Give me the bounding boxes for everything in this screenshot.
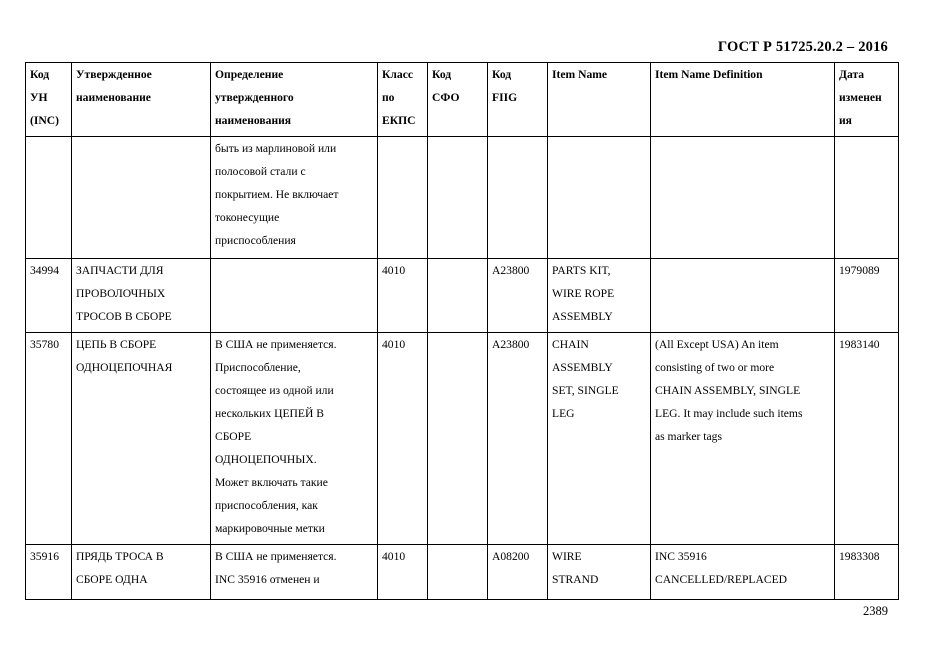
cell-inc: 35916 xyxy=(26,545,72,600)
cell-definition: В США не применяется. INC 35916 отменен и xyxy=(211,545,378,600)
cell-approved-name: ПРЯДЬ ТРОСА В СБОРЕ ОДНА xyxy=(72,545,211,600)
table-row xyxy=(26,545,899,600)
cell-item-definition: INC 35916 CANCELLED/REPLACED xyxy=(651,545,835,600)
table-row xyxy=(26,137,899,259)
col-header-item-definition: Item Name Definition xyxy=(651,63,835,137)
col-header-class: Класс по ЕКПС xyxy=(378,63,428,137)
col-header-sfo-code: Код СФО xyxy=(428,63,488,137)
col-header-definition: Определение утвержденного наименования xyxy=(211,63,378,137)
table-row xyxy=(26,259,899,333)
cell-item-definition xyxy=(651,137,835,259)
cell-approved-name: ЗАПЧАСТИ ДЛЯ ПРОВОЛОЧНЫХ ТРОСОВ В СБОРЕ xyxy=(72,259,211,333)
cell-item-name: PARTS KIT, WIRE ROPE ASSEMBLY xyxy=(548,259,651,333)
table-header-row xyxy=(26,63,899,137)
cell-change-date xyxy=(835,137,899,259)
col-header-fiig-code: Код FIIG xyxy=(488,63,548,137)
cell-item-name: WIRE STRAND xyxy=(548,545,651,600)
cell-sfo-code xyxy=(428,259,488,333)
cell-definition: быть из марлиновой или полосовой стали с покрытием. Не включает токонесущие приспособления xyxy=(211,137,378,259)
classification-table xyxy=(25,62,899,600)
cell-class: 4010 xyxy=(378,259,428,333)
cell-sfo-code xyxy=(428,333,488,545)
col-header-change-date: Дата изменен ия xyxy=(835,63,899,137)
col-header-approved-name: Утвержденное наименование xyxy=(72,63,211,137)
cell-inc xyxy=(26,137,72,259)
page-number: 2389 xyxy=(863,604,888,618)
cell-item-name: CHAIN ASSEMBLY SET, SINGLE LEG xyxy=(548,333,651,545)
cell-approved-name xyxy=(72,137,211,259)
col-header-inc: Код УН (INC) xyxy=(26,63,72,137)
cell-class: 4010 xyxy=(378,333,428,545)
table-row xyxy=(26,333,899,545)
cell-definition: В США не применяется. Приспособление, состоящее из одной или нескольких ЦЕПЕЙ В СБОРЕ ОДНОЦЕПОЧНЫХ. Может включать такие приспособления, как маркировочные метки xyxy=(211,333,378,545)
cell-change-date: 1983140 xyxy=(835,333,899,545)
cell-class: 4010 xyxy=(378,545,428,600)
cell-approved-name: ЦЕПЬ В СБОРЕ ОДНОЦЕПОЧНАЯ xyxy=(72,333,211,545)
cell-inc: 34994 xyxy=(26,259,72,333)
cell-sfo-code xyxy=(428,137,488,259)
cell-item-definition: (All Except USA) An item consisting of two or more CHAIN ASSEMBLY, SINGLE LEG. It may include such items as marker tags xyxy=(651,333,835,545)
cell-class xyxy=(378,137,428,259)
col-header-item-name: Item Name xyxy=(548,63,651,137)
cell-fiig-code: A23800 xyxy=(488,259,548,333)
standard-title: ГОСТ Р 51725.20.2 – 2016 xyxy=(717,39,888,55)
cell-change-date: 1983308 xyxy=(835,545,899,600)
cell-item-name xyxy=(548,137,651,259)
cell-inc: 35780 xyxy=(26,333,72,545)
cell-fiig-code xyxy=(488,137,548,259)
cell-change-date: 1979089 xyxy=(835,259,899,333)
cell-fiig-code: A23800 xyxy=(488,333,548,545)
cell-item-definition xyxy=(651,259,835,333)
cell-fiig-code: A08200 xyxy=(488,545,548,600)
cell-sfo-code xyxy=(428,545,488,600)
cell-definition xyxy=(211,259,378,333)
